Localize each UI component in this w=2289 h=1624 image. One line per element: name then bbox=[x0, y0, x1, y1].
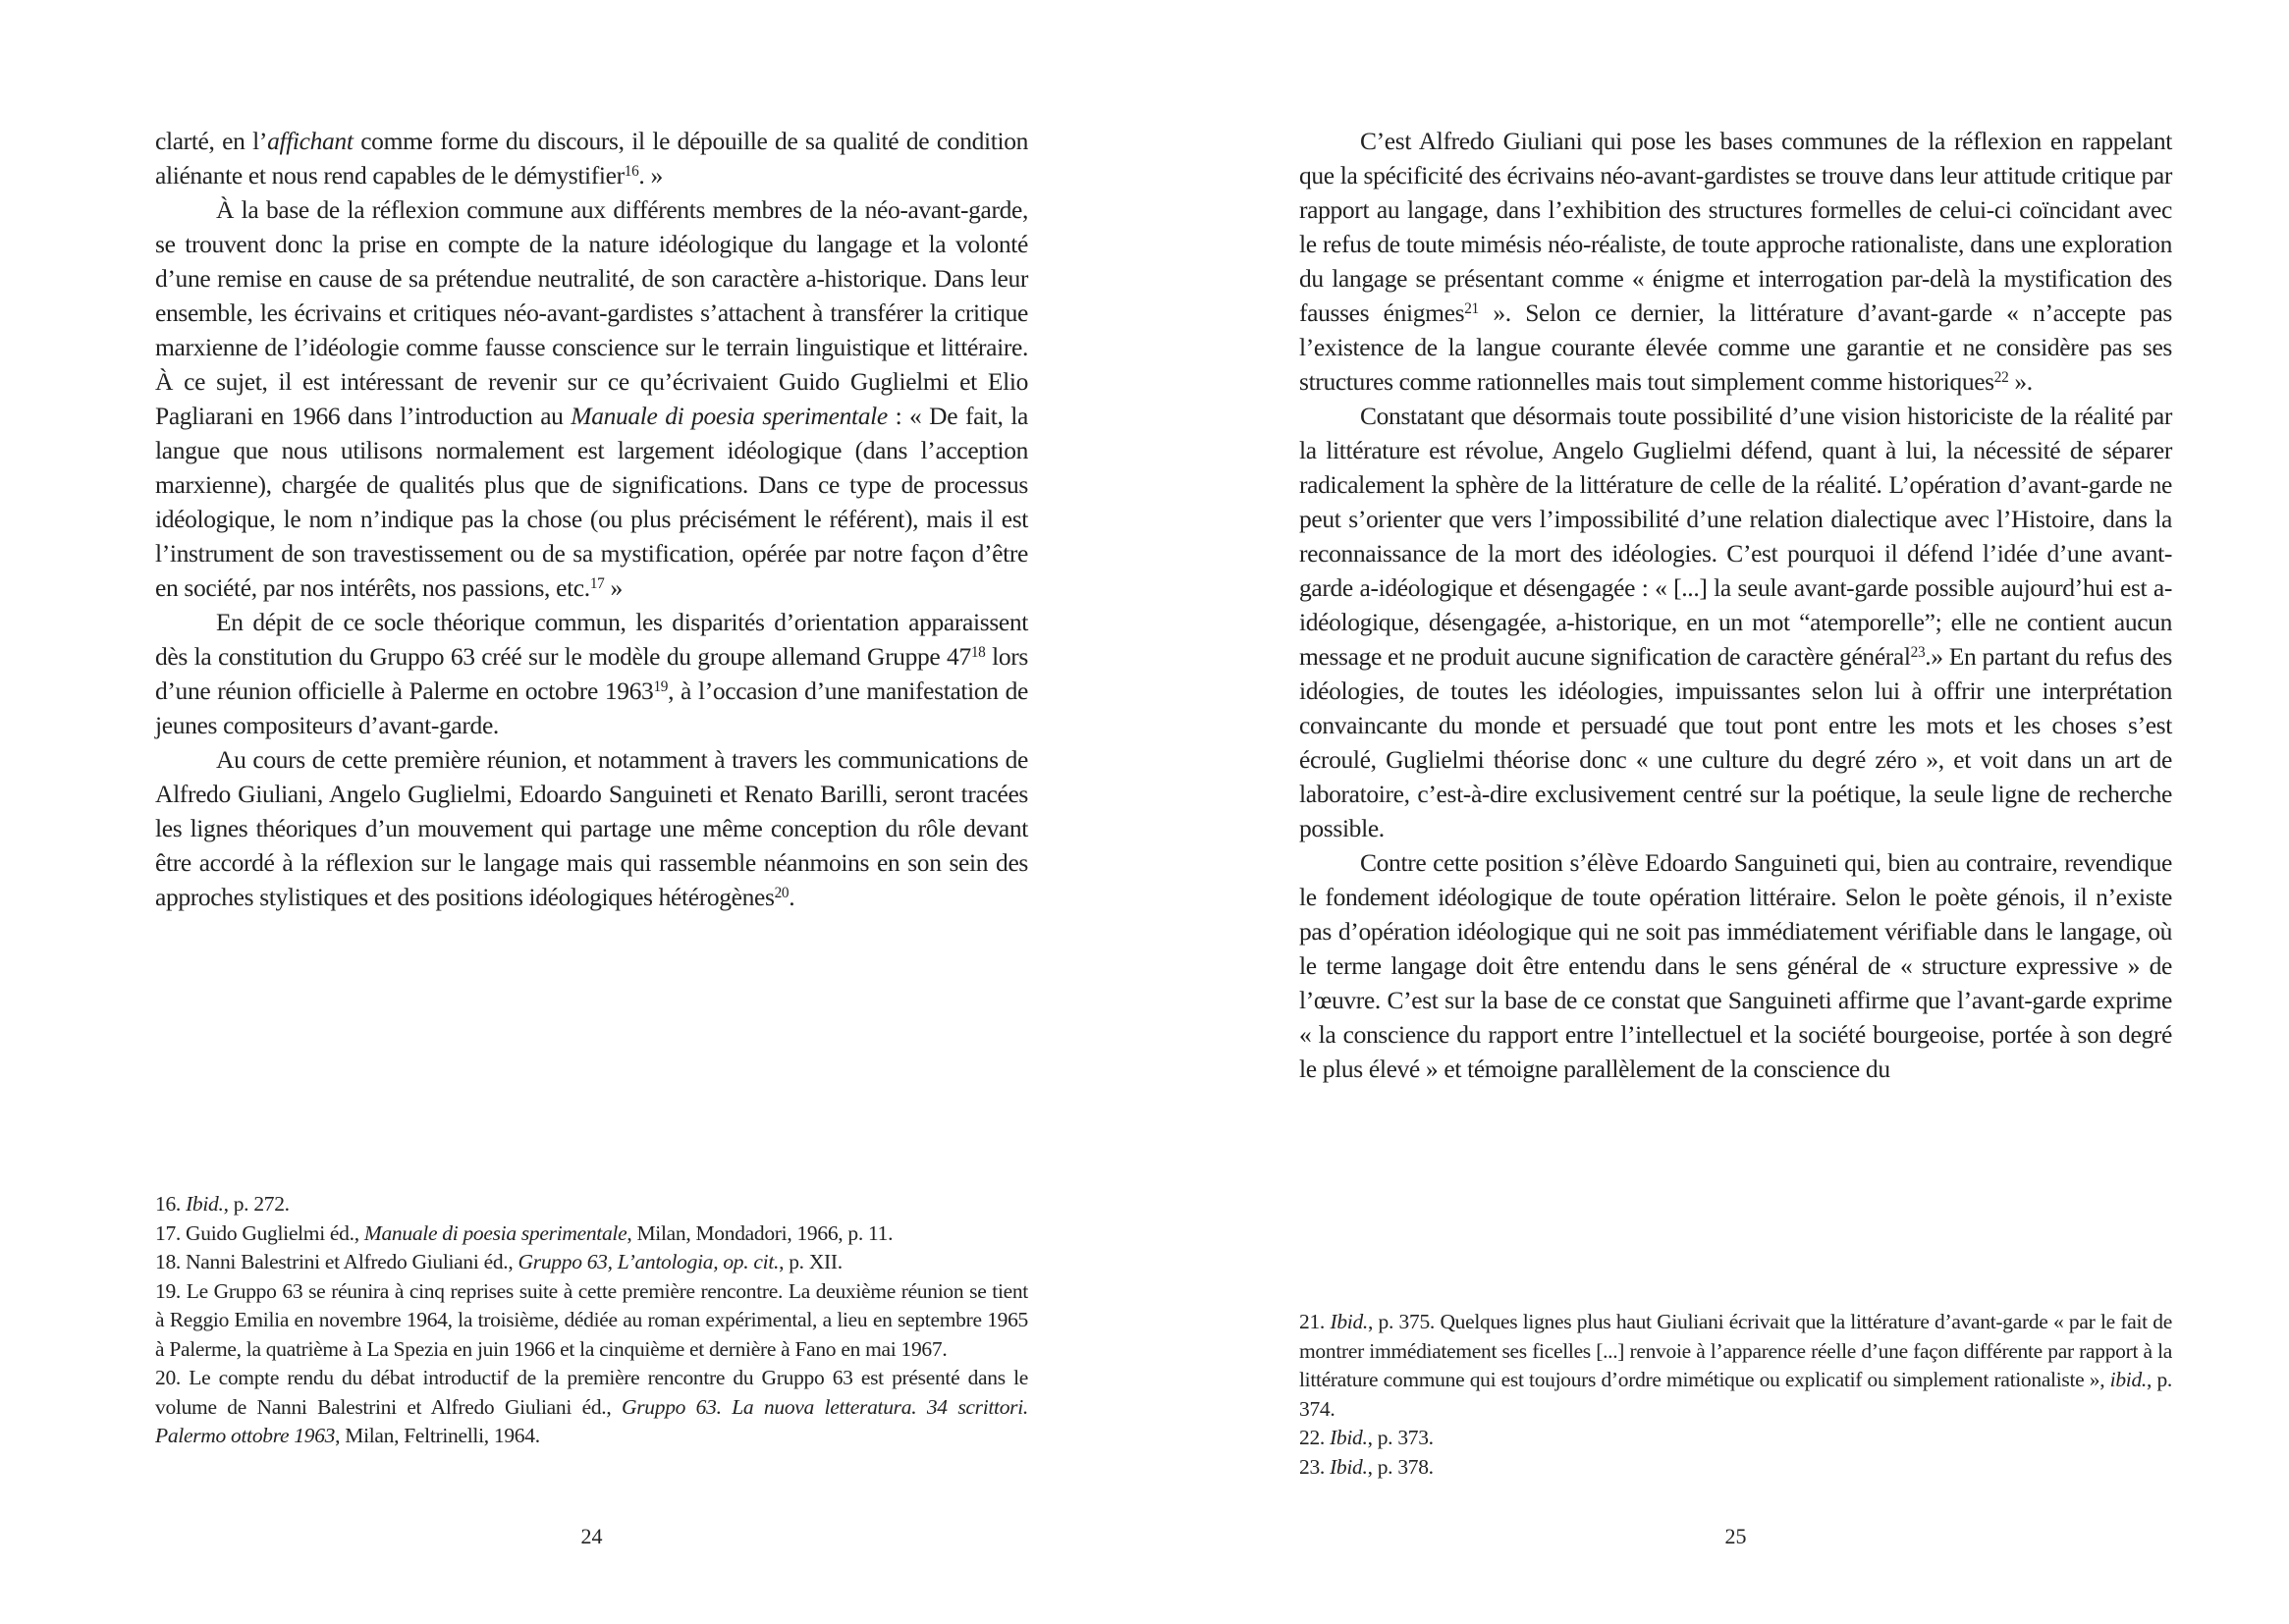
text-run: C’est Alfredo Giuliani qui pose les bases communes de la réflexion en rappelant que la spécificité des écrivains néo-avant-gardistes se trouve dans leur attitude critique par rapport au langage, dans l’exhibition des structures formelles de celui-ci coïncidant avec le refus de toute mimésis néo-réaliste, de toute approche rationaliste, dans une exploration du langage se présentant comme « énigme et interrogation par-delà la mystification des fausses énigmes bbox=[1299, 127, 2172, 327]
text-run: Constatant que désormais toute possibilité d’une vision historiciste de la réalité par la littérature est révolue, Angelo Guglielmi défend, quant à lui, la nécessité de séparer radicalement la sphère de la littérature de celle de la réalité. L’opération d’avant-garde ne peut s’orienter que vers l’impossibilité d’une relation dialectique avec l’Histoire, dans la reconnaissance de la mort des idéologies. C’est pourquoi il défend l’idée d’une avant-garde a-idéologique et désengagée : « [...] la seule avant-garde possible aujourd’hui est a-idéologique, désengagée, a-historique, en un mot “atemporelle”; elle ne contient aucun message et ne produit aucune signification de caractère général bbox=[1299, 402, 2172, 671]
text-run: , Milan, Feltrinelli, 1964. bbox=[335, 1424, 540, 1447]
footnote bbox=[155, 1277, 1028, 1365]
page-24-footnotes bbox=[155, 1190, 1028, 1451]
italic-text: Manuale di poesia sperimentale bbox=[363, 1220, 627, 1245]
footnote-marker: 17 bbox=[589, 574, 605, 592]
footnote bbox=[155, 1190, 1028, 1219]
text-run: À la base de la réflexion commune aux différents membres de la néo-avant-garde, se trouvent donc la prise en compte de la nature idéologique du langage et la volonté d’une remise en cause de sa prétendue neutralité, de son caractère a-historique. Dans leur ensemble, les écrivains et critiques néo-avant-gardistes s’attachent à transférer la critique marxienne de l’idéologie comme fausse conscience sur le terrain linguistique et littéraire. À ce sujet, il est intéressant de revenir sur ce qu’écrivaient Guido Guglielmi et Elio Pagliarani en 1966 dans l’introduction au bbox=[155, 195, 1028, 430]
text-run: Au cours de cette première réunion, et notamment à travers les communications de Alfredo Giuliani, Angelo Guglielmi, Edoardo Sanguineti et Renato Barilli, seront tracées les lignes théoriques d’un mouvement qui partage une même conception du rôle devant être accordé à la réflexion sur le langage mais qui rassemble néanmoins en son sein des approches stylistiques et des positions idéologiques hétérogènes bbox=[155, 745, 1028, 911]
text-run: 18. Nanni Balestrini et Alfredo Giuliani éd., bbox=[155, 1250, 518, 1273]
text-run: , Milan, Mondadori, 1966, p. 11. bbox=[627, 1220, 894, 1245]
text-run: 22. bbox=[1299, 1426, 1331, 1449]
footnote bbox=[1299, 1424, 2172, 1453]
footnote-marker: 23 bbox=[1910, 643, 1926, 661]
body-paragraph bbox=[1299, 399, 2172, 845]
page-25-number: 25 bbox=[1724, 1524, 1747, 1548]
italic-text: Ibid. bbox=[186, 1192, 224, 1216]
italic-text: Manuale di poesia sperimentale bbox=[571, 402, 888, 430]
footnote bbox=[155, 1248, 1028, 1277]
body-paragraph bbox=[1299, 845, 2172, 1086]
italic-text: Gruppo 63. La nuova letteratura. 34 scrittori. Palermo ottobre 1963 bbox=[155, 1394, 1028, 1447]
page-25-body-text bbox=[1299, 124, 2172, 1086]
italic-text: Ibid. bbox=[1330, 1310, 1368, 1333]
footnote bbox=[1299, 1453, 2172, 1483]
footnote-marker: 19 bbox=[653, 677, 669, 695]
italic-text: affichant bbox=[267, 127, 354, 155]
body-paragraph bbox=[155, 605, 1028, 742]
text-run: 21. bbox=[1299, 1310, 1331, 1333]
text-run: comme forme du discours, il le dépouille de sa qualité de condition aliénante et nous rend capables de le démystifier bbox=[155, 127, 1028, 189]
text-run: ». bbox=[2008, 367, 2033, 396]
text-run: : « De fait, la langue que nous utilisons normalement est largement idéologique (dans l’acception marxienne), chargée de qualités plus que de significations. Dans ce type de processus idéologique, le nom n’indique pas la chose (ou plus précisément le référent), mais il est l’instrument de son travestissement ou de sa mystification, opérée par notre façon d’être en société, par nos intérêts, nos passions, etc. bbox=[155, 402, 1028, 602]
footnote bbox=[1299, 1308, 2172, 1424]
footnote bbox=[155, 1364, 1028, 1451]
italic-text: ibid. bbox=[2109, 1368, 2147, 1391]
page-25-footnotes bbox=[1299, 1308, 2172, 1482]
text-run: .» En partant du refus des idéologies, de toutes les idéologies, impuissantes selon lui à offrir une interprétation convaincante du monde et persuadé que tout pont entre les mots et les choses s’est écroulé, Guglielmi théorise donc « une culture du degré zéro », et voit dans un art de laboratoire, c’est-à-dire exclusivement centré sur la poétique, la seule ligne de recherche possible. bbox=[1299, 642, 2172, 842]
footnote-marker: 18 bbox=[970, 643, 986, 661]
text-run: . » bbox=[638, 161, 663, 189]
text-run: , à l’occasion d’une manifestation de jeunes compositeurs d’avant-garde. bbox=[155, 677, 1028, 739]
page-25 bbox=[1299, 0, 2172, 1624]
text-run: Contre cette position s’élève Edoardo Sanguineti qui, bien au contraire, revendique le fondement idéologique de toute opération littéraire. Selon le poète génois, il n’existe pas d’opération idéologique qui ne soit pas immédiatement vérifiable dans le langage, où le terme langage doit être entendu dans le sens général de « structure expressive » de l’œuvre. C’est sur la base de ce constat que Sanguineti affirme que l’avant-garde exprime « la conscience du rapport entre l’intellectuel et la société bourgeoise, portée à son degré le plus élevé » et témoigne parallèlement de la conscience du bbox=[1299, 848, 2172, 1083]
text-run: , p. 373. bbox=[1367, 1426, 1434, 1449]
text-run: , p. XII. bbox=[779, 1250, 843, 1273]
text-run: , p. 378. bbox=[1367, 1454, 1434, 1479]
text-run: 20. Le compte rendu du débat introductif de la première rencontre du Gruppo 63 est présenté dans le volume de Nanni Balestrini et Alfredo Giuliani éd., bbox=[155, 1366, 1028, 1419]
footnote-marker: 22 bbox=[1993, 368, 2009, 386]
footnote bbox=[155, 1219, 1028, 1249]
body-paragraph bbox=[155, 192, 1028, 605]
italic-text: Ibid. bbox=[1330, 1426, 1368, 1449]
footnote-marker: 20 bbox=[774, 884, 790, 901]
text-run: . bbox=[789, 883, 795, 911]
text-run: 17. Guido Guglielmi éd., bbox=[155, 1220, 364, 1245]
body-paragraph bbox=[155, 124, 1028, 192]
text-run: En dépit de ce socle théorique commun, les disparités d’orientation apparaissent dès la constitution du Gruppo 63 créé sur le modèle du groupe allemand Gruppe 47 bbox=[155, 608, 1028, 671]
footnote-marker: 16 bbox=[624, 162, 639, 180]
page-24-number: 24 bbox=[580, 1524, 603, 1548]
italic-text: Gruppo 63, L’antologia, op. cit. bbox=[518, 1250, 780, 1273]
text-run: 23. bbox=[1299, 1454, 1331, 1479]
text-run: ». Selon ce dernier, la littérature d’avant-garde « n’accepte pas l’existence de la langue courante élevée comme une garantie et ne considère pas ses structures comme rationnelles mais tout simplement comme historiques bbox=[1299, 298, 2172, 396]
text-run: lors d’une réunion officielle à Palerme en octobre 1963 bbox=[155, 642, 1028, 705]
page-24 bbox=[155, 0, 1028, 1624]
body-paragraph bbox=[155, 742, 1028, 914]
text-run: 16. bbox=[155, 1192, 187, 1216]
text-run: , p. 374. bbox=[1299, 1368, 2172, 1421]
text-run: 19. Le Gruppo 63 se réunira à cinq reprises suite à cette première rencontre. La deuxième réunion se tient à Reggio Emilia en novembre 1964, la troisième, dédiée au roman expérimental, a lieu en septembre 1965 à Palerme, la quatrième à La Spezia en juin 1966 et la cinquième et dernière à Fano en mai 1967. bbox=[155, 1278, 1028, 1361]
text-run: clarté, en l’ bbox=[155, 127, 268, 155]
italic-text: Ibid. bbox=[1330, 1454, 1368, 1479]
page-24-body-text bbox=[155, 124, 1028, 914]
text-run: , p. 375. Quelques lignes plus haut Giuliani écrivait que la littérature d’avant-garde « par le fait de montrer immédiatement ses ficelles [...] renvoie à l’apparence réelle d’une façon différente par rapport à la littérature commune qui est toujours d’ordre mimétique ou explicatif ou simplement rationaliste », bbox=[1299, 1310, 2172, 1391]
body-paragraph bbox=[1299, 124, 2172, 399]
text-run: , p. 272. bbox=[223, 1192, 290, 1216]
text-run: » bbox=[604, 573, 623, 602]
footnote-marker: 21 bbox=[1464, 299, 1479, 317]
